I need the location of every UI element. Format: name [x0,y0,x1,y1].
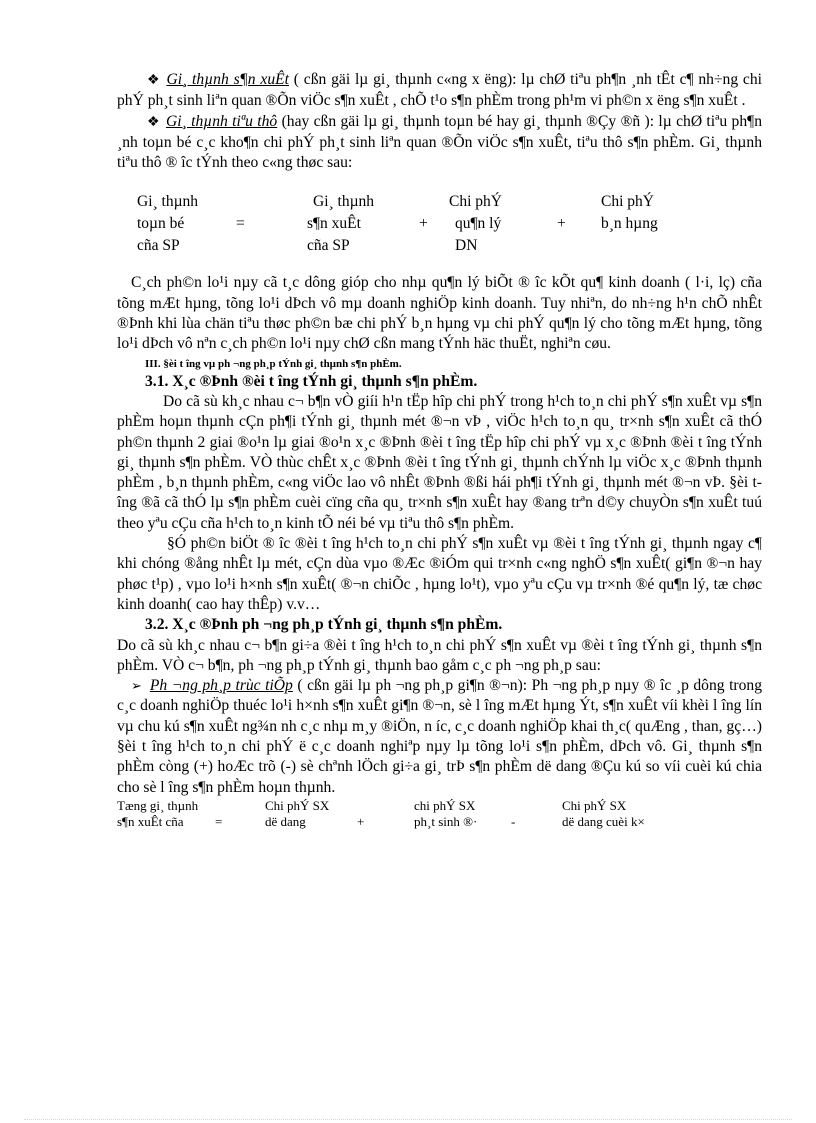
paragraph-text: ( cßn gäi lµ ph ¬ng ph¸p gi¶n ®¬n): Ph ¬ng ph¸p nµy ® îc ¸p dông trong c¸c doanh nghiÖp thuéc lo¹i h×nh s¶n xuÊt gi¶n ®¬n, sè l îng mÆt hµng Ýt, s¶n xuÊt víi khèi l îng lín vµ chu kú s¶n xuÊt ng¾n nh c¸c nhµ m¸y ®iÖn, n íc, c¸c doanh nghiÖp khai th¸c( quÆng , than, gç…) §èi t îng h¹ch to¸n chi phÝ ë c¸c doanh nghiªp nµy lµ tõng lo¹i s¶n phÈm, dÞch vô. Gi¸ thµnh s¶n phÈm còng (+) hoÆc trõ (-) sè chªnh lÖch gi÷a gi¸ trÞ s¶n phÈm dë dang ®Çu kú so víi cuèi kú chia cho sè l îng s¶n phÈm hoµn thµnh. [117,677,763,796]
formula-operator: - [511,813,516,829]
formula-total-cost [117,191,762,261]
section-heading-iii: III. §èi t îng vµ ph ¬ng ph¸p tÝnh gi¸ thµnh s¶n phÈm. [145,357,402,370]
formula-term: cña SP [137,237,180,255]
formula-term: Tæng gi¸ thµnh [117,797,199,813]
paragraph-text: (hay cßn gäi lµ gi¸ thµnh toµn bé hay gi¸ thµnh ®Çy ®ñ ): lµ chØ tiªu ph¶n ¸nh toµn bé c¸c kho¶n chi phÝ ph¸t sinh liªn quan ®Õn viÖc s¶n xuÊt, tiªu thô s¶n phÈm. Gi¸ thµnh tiªu thô ® îc tÝnh theo c«ng thøc sau: [117,112,762,172]
paragraph-text: ( cßn gäi lµ gi¸ thµnh c«ng x ëng): lµ chØ tiªu ph¶n ¸nh tÊt c¶ nh÷ng chi phÝ ph¸t sinh liªn quan ®Õn viÖc s¶n xuÊt , chÕ t¹o s¶n phÈm trong ph¹m vi ph©n x ëng s¶n xuÊt . [117,71,762,110]
paragraph-cost-object: Do cã sù kh¸c nhau c¬ b¶n vÒ giíi h¹n tËp hîp chi phÝ trong h¹ch to¸n chi phÝ s¶n xuÊt vµ s¶n phÈm hoµn thµnh cÇn ph¶i tÝnh gi¸ thµnh mét ®¬n vÞ , viÖc h¹ch to¸n qu¸ tr×nh s¶n xuÊt cã thÓ ph©n thµnh 2 giai ®o¹n lµ giai ®o¹n x¸c ®Þnh ®èi t îng tËp hîp chi phÝ vµ x¸c ®Þnh ®èi t îng tÝnh gi¸ thµnh s¶n phÈm. VÒ thùc chÊt x¸c ®Þnh ®èi t îng tÝnh gi¸ thµnh chÝnh lµ viÖc x¸c ®Þnh thµnh phÈm , b¸n thµnh phÈm, c«ng viÖc lao vô nhÊt ®Þnh ®ßi hái ph¶i tÝnh gi¸ thµnh mét ®¬n vÞ. §èi t îng ®ã cã thÓ lµ s¶n phÈm cuèi cïng cña qu¸ tr×nh s¶n xuÊt hay ®ang trªn d©y chuyÒn s¶n xuÊt tuú theo yªu cÇu cña h¹ch to¸n kinh tÕ néi bé vµ tiªu thô s¶n phÈm. [117,392,762,532]
term-consumption-cost: Gi¸ thµnh tiªu thô [166,112,278,130]
formula-term: Gi¸ thµnh [137,193,199,211]
page-bottom-divider [24,1119,792,1120]
formula-term: b¸n hµng [601,215,658,233]
formula-term: DN [455,237,478,255]
paragraph-consumption-cost [117,112,762,174]
formula-operator: + [557,215,566,233]
formula-term: Gi¸ thµnh [313,193,375,211]
formula-term: Chi phÝ SX [265,797,330,813]
formula-operator: + [419,215,428,233]
formula-term: s¶n xuÊt cña [117,813,184,829]
formula-operator: = [215,813,223,829]
formula-term: dë dang [265,813,306,829]
formula-direct-method [117,798,762,832]
term-production-cost: Gi¸ thµnh s¶n xuÊt [166,71,289,88]
paragraph-distinguish: §Ó ph©n biÖt ® îc ®èi t îng h¹ch to¸n chi phÝ s¶n xuÊt vµ ®èi t îng tÝnh gi¸ thµnh ngay c¶ khi chóng ®ång nhÊt lµ mét, cÇn dùa vµo ®Æc ®iÓm qui tr×nh c«ng nghÖ s¶n xuÊt( gi¶n ®¬n hay phøc t¹p) , vµo lo¹i h×nh s¶n xuÊt( ®¬n chiÕc , hµng lo¹t), vµo yªu cÇu vµ tr×nh ®é qu¶n lý, tæ chøc kinh doanh( cao hay thÊp) v.v… [117,535,762,613]
section-heading-3-2: 3.2. X¸c ®Þnh ph ¬ng ph¸p tÝnh gi¸ thµnh s¶n phÈm. [145,616,503,634]
document-body [117,70,762,832]
formula-term: qu¶n lý [455,215,502,233]
formula-term: Chi phÝ [601,193,654,211]
paragraph-direct-method [117,676,762,798]
formula-term: toµn bé [137,215,185,233]
paragraph-methods-intro: Do cã sù kh¸c nhau c¬ b¶n gi÷a ®èi t îng h¹ch to¸n chi phÝ s¶n xuÊt vµ ®èi t îng tÝnh gi¸ thµnh s¶n phÈm. VÒ c¬ b¶n, ph ¬ng ph¸p tÝnh gi¸ thµnh bao gåm c¸c ph ¬ng ph¸p sau: [117,636,762,674]
paragraph-production-cost [117,70,762,112]
formula-term: ph¸t sinh ®· [414,813,478,829]
term-direct-method: Ph ¬ng ph¸p trùc tiÕp [149,677,293,695]
formula-term: Chi phÝ [449,193,502,211]
formula-operator: + [357,813,365,829]
diamond-bullet-icon: ❖ [147,73,161,88]
formula-term: s¶n xuÊt [307,215,361,233]
formula-term: dë dang cuèi k× [562,813,645,829]
formula-term: Chi phÝ SX [562,797,627,813]
section-heading-3-1: 3.1. X¸c ®Þnh ®èi t îng tÝnh gi¸ thµnh s¶n phÈm. [145,372,478,390]
formula-term: chi phÝ SX [414,797,476,813]
diamond-bullet-icon: ❖ [147,114,160,130]
arrow-bullet-icon: ➢ [131,678,142,694]
paragraph-classification-note: C¸ch ph©n lo¹i nµy cã t¸c dông gióp cho nhµ qu¶n lý biÕt ® îc kÕt qu¶ kinh doanh ( l·i, lç) cña tõng mÆt hµng, tõng lo¹i dÞch vô mµ doanh nghiÖp kinh doanh. Tuy nhiªn, do nh÷ng h¹n chÕ nhÊt ®Þnh khi lùa chän tiªu thøc ph©n bæ chi phÝ b¸n hµng vµ chi phÝ qu¶n lý cho tõng mÆt hµng, tõng lo¹i dÞch vô nªn c¸ch ph©n lo¹i nµy chØ cßn mang tÝnh häc thuËt, nghiªn cøu. [117,274,762,353]
formula-operator: = [236,215,245,233]
formula-term: cña SP [307,237,350,255]
